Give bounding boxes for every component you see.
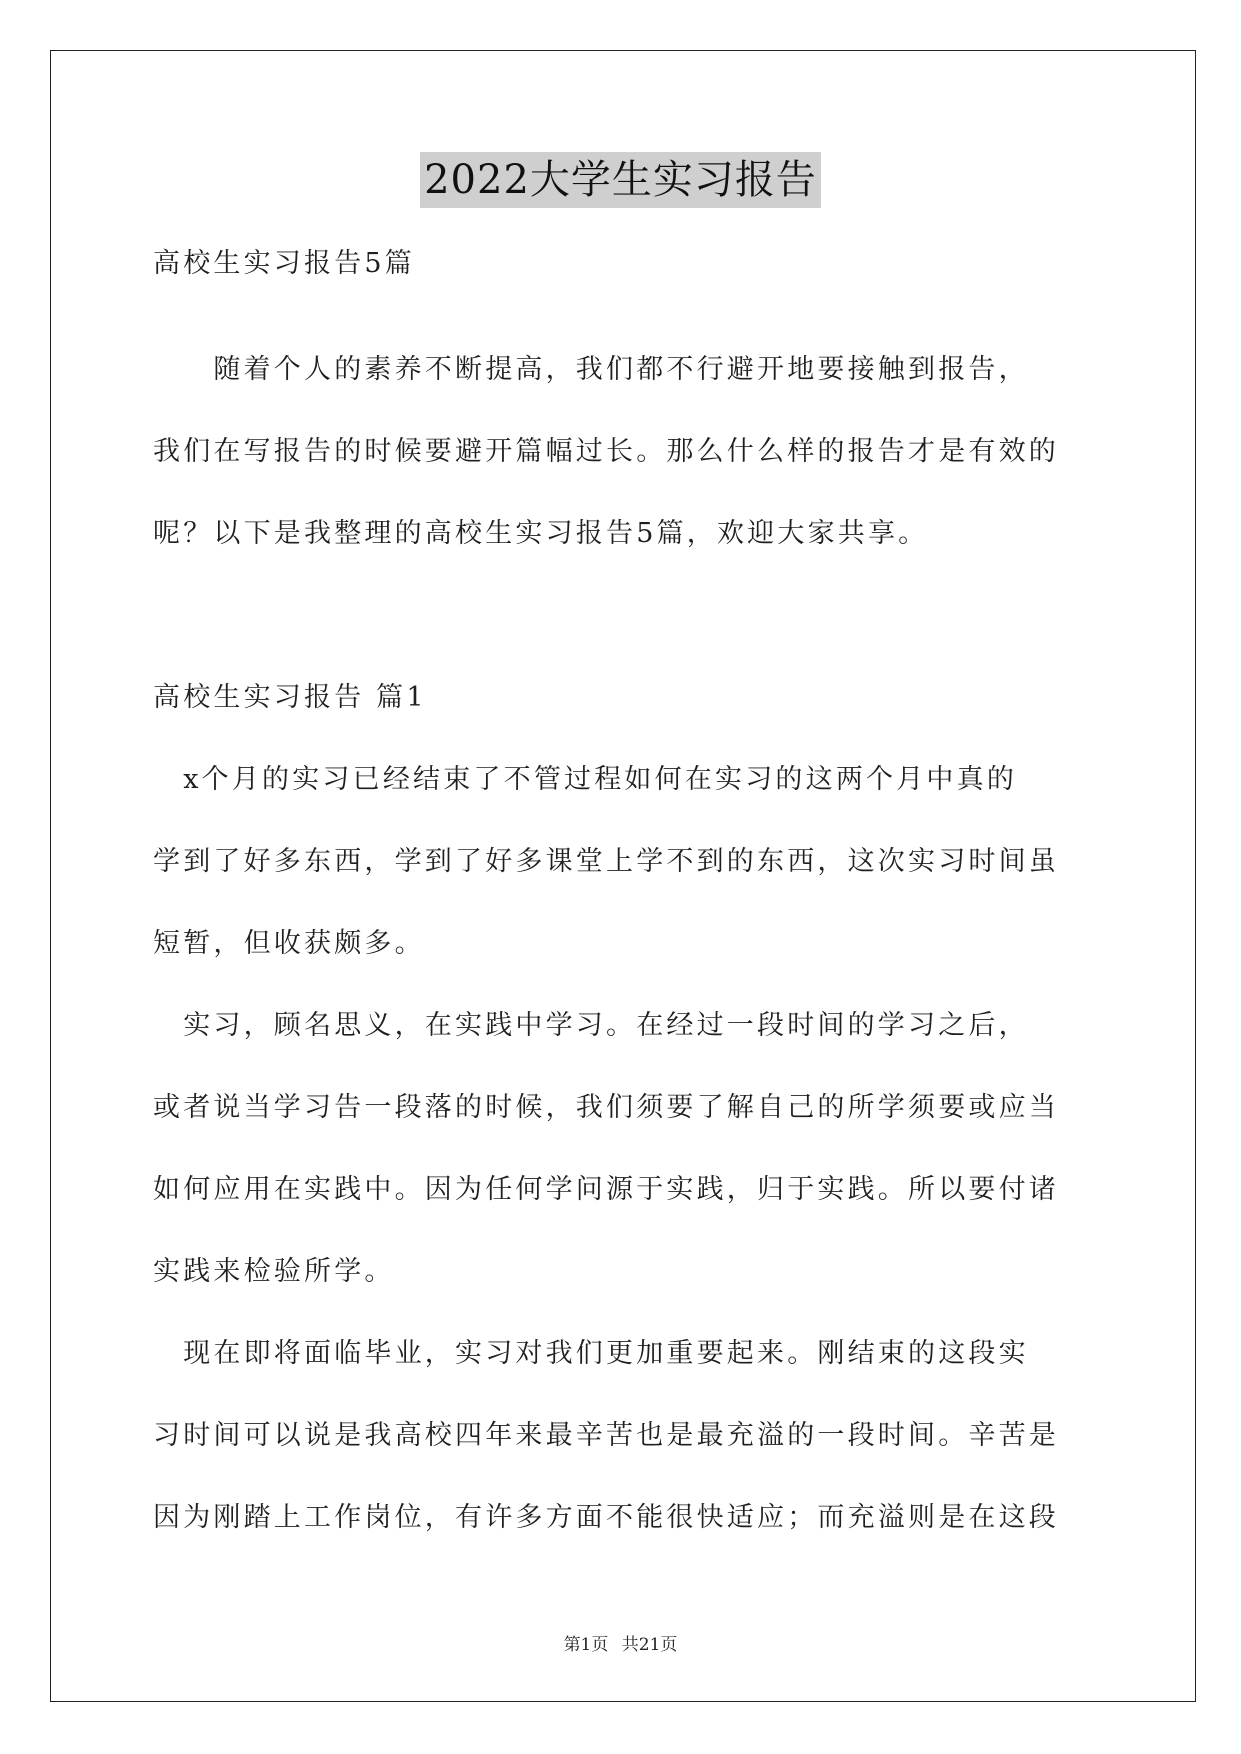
body-line-8: 现在即将面临毕业，实习对我们更加重要起来。刚结束的这段实 — [153, 1338, 1029, 1369]
page-number: 第1页 — [563, 1635, 609, 1655]
document-subtitle: 高校生实习报告5篇 — [153, 248, 415, 279]
intro-line-3: 呢？以下是我整理的高校生实习报告5篇，欢迎大家共享。 — [153, 518, 929, 549]
total-pages: 共21页 — [621, 1635, 678, 1655]
document-title: 2022大学生实习报告 — [420, 152, 821, 208]
body-line-9: 习时间可以说是我高校四年来最辛苦也是最充溢的一段时间。辛苦是 — [153, 1420, 1059, 1451]
body-line-7: 实践来检验所学。 — [153, 1256, 395, 1287]
body-line-6: 如何应用在实践中。因为任何学问源于实践，归于实践。所以要付诸 — [153, 1174, 1059, 1205]
body-line-5: 或者说当学习告一段落的时候，我们须要了解自己的所学须要或应当 — [153, 1092, 1059, 1123]
intro-line-1: 随着个人的素养不断提高，我们都不行避开地要接触到报告， — [153, 354, 1029, 385]
page-footer — [0, 1630, 1241, 1655]
intro-line-2: 我们在写报告的时候要避开篇幅过长。那么什么样的报告才是有效的 — [153, 436, 1059, 467]
body-line-2: 学到了好多东西，学到了好多课堂上学不到的东西，这次实习时间虽 — [153, 846, 1059, 877]
body-line-4: 实习，顾名思义，在实践中学习。在经过一段时间的学习之后， — [153, 1010, 1029, 1041]
title-container — [0, 152, 1241, 208]
body-line-1: x个月的实习已经结束了不管过程如何在实习的这两个月中真的 — [153, 764, 1018, 795]
body-line-3: 短暂，但收获颇多。 — [153, 928, 425, 959]
body-line-10: 因为刚踏上工作岗位，有许多方面不能很快适应；而充溢则是在这段 — [153, 1502, 1059, 1533]
section-heading: 高校生实习报告 篇1 — [153, 682, 427, 713]
